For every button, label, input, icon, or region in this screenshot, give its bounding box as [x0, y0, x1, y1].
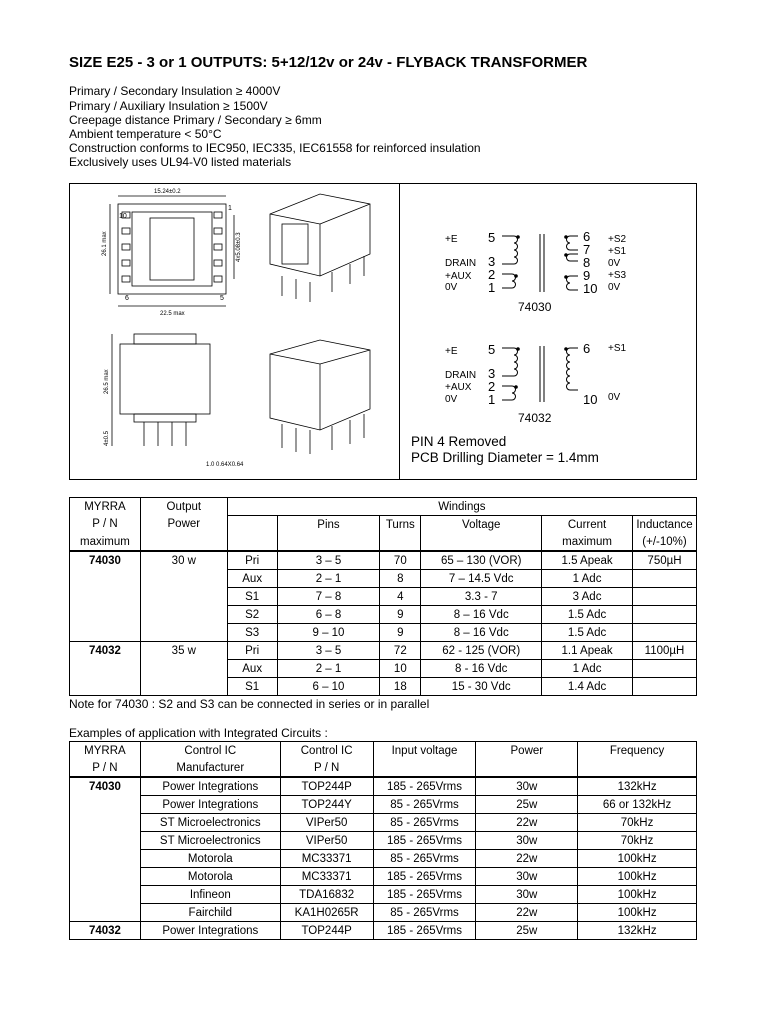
schem-pin: 5	[488, 342, 496, 357]
dim-pitch: 4x5.08±0.3	[236, 232, 242, 262]
table-row	[70, 886, 697, 904]
schem-pin: 10	[583, 281, 598, 296]
control-ic-cell: TOP244P	[280, 777, 373, 796]
power-cell: 22w	[476, 850, 578, 868]
top-view-outline	[118, 204, 226, 294]
dim-height-side: 26.5 max	[104, 369, 110, 394]
turns-cell: 9	[380, 624, 421, 642]
header-cell: Control IC	[280, 742, 373, 760]
voltage-cell: 8 – 16 Vdc	[421, 624, 542, 642]
schem-pin: 9	[583, 268, 591, 283]
table-row	[70, 904, 697, 922]
table-row	[70, 678, 697, 696]
turns-cell: 70	[380, 551, 421, 570]
schem-left-label: +AUX	[445, 382, 472, 393]
frequency-cell: 100kHz	[578, 868, 697, 886]
pins-cell: 7 – 8	[277, 588, 380, 606]
schem-left-label: +E	[445, 346, 458, 357]
current-cell: 1 Adc	[542, 660, 633, 678]
pins-cell: 3 – 5	[277, 642, 380, 660]
winding-aux	[502, 274, 516, 288]
part-number-cell: 74030	[70, 777, 141, 796]
header-cell: Current	[542, 516, 633, 534]
frequency-cell: 100kHz	[578, 886, 697, 904]
part-number-cell	[70, 570, 141, 588]
schem-pin: 6	[583, 341, 591, 356]
schem-pin: 10	[583, 392, 598, 407]
control-ic-cell: MC33371	[280, 850, 373, 868]
control-ic-cell: MC33371	[280, 868, 373, 886]
schem-right-label: +S1	[608, 246, 627, 257]
winding-name-cell: S3	[227, 624, 277, 642]
frequency-cell: 132kHz	[578, 922, 697, 940]
part-number-cell	[70, 624, 141, 642]
power-cell	[140, 570, 227, 588]
power-cell: 30w	[476, 777, 578, 796]
winding-name-cell: Pri	[227, 642, 277, 660]
header-cell: Manufacturer	[140, 759, 280, 777]
control-ic-cell: VIPer50	[280, 832, 373, 850]
inductance-cell	[632, 624, 696, 642]
frequency-cell: 70kHz	[578, 814, 697, 832]
series-note: Note for 74030 : S2 and S3 can be connected in series or in parallel	[69, 697, 430, 711]
current-cell: 1 Adc	[542, 570, 633, 588]
voltage-cell: 8 - 16 Vdc	[421, 660, 542, 678]
control-ic-cell: VIPer50	[280, 814, 373, 832]
winding-name-cell: Aux	[227, 660, 277, 678]
header-cell: Pins	[277, 516, 380, 534]
schem-pin: 5	[488, 230, 496, 245]
header-cell: Inductance	[632, 516, 696, 534]
inductance-cell: 1100µH	[632, 642, 696, 660]
turns-cell: 9	[380, 606, 421, 624]
table-row	[70, 660, 697, 678]
control-ic-cell: TDA16832	[280, 886, 373, 904]
table-row	[70, 777, 697, 796]
pin-removed-note: PIN 4 Removed	[411, 434, 507, 449]
schematic-74032	[445, 346, 476, 405]
input-voltage-cell: 85 - 265Vrms	[373, 796, 476, 814]
voltage-cell: 15 - 30 Vdc	[421, 678, 542, 696]
spec-line: Primary / Secondary Insulation ≥ 4000V	[69, 84, 281, 98]
schem-left-label: DRAIN	[445, 258, 477, 269]
part-number-cell	[70, 606, 141, 624]
inductance-cell: 750µH	[632, 551, 696, 570]
header-cell: Windings	[227, 498, 696, 516]
manufacturer-cell: Fairchild	[140, 904, 280, 922]
page-title: SIZE E25 - 3 or 1 OUTPUTS: 5+12/12v or 24v - FLYBACK TRANSFORMER	[69, 54, 588, 71]
winding-name-cell: S2	[227, 606, 277, 624]
dim-width-top: 15.24±0.2	[154, 189, 181, 195]
winding-primary	[502, 236, 518, 264]
power-cell: 30w	[476, 832, 578, 850]
current-cell: 3 Adc	[542, 588, 633, 606]
header-cell: Control IC	[140, 742, 280, 760]
part-number-cell	[70, 660, 141, 678]
schem-pin: 3	[488, 254, 496, 269]
winding-name-cell: Aux	[227, 570, 277, 588]
top-view-pins	[122, 212, 222, 282]
inductance-cell	[632, 660, 696, 678]
header-cell: Output	[140, 498, 227, 516]
header-cell: MYRRA	[70, 742, 141, 760]
inductance-cell	[632, 606, 696, 624]
table-row	[70, 570, 697, 588]
current-cell: 1.4 Adc	[542, 678, 633, 696]
dim-pin-size: 1.0 0.64X0.64	[206, 462, 244, 468]
pins-cell: 3 – 5	[277, 551, 380, 570]
power-cell	[140, 624, 227, 642]
control-ic-cell: KA1H0265R	[280, 904, 373, 922]
turns-cell: 72	[380, 642, 421, 660]
manufacturer-cell: Power Integrations	[140, 777, 280, 796]
examples-heading: Examples of application with Integrated Circuits :	[69, 726, 328, 740]
pins-cell: 9 – 10	[277, 624, 380, 642]
manufacturer-cell: Power Integrations	[140, 796, 280, 814]
applications-table	[69, 741, 697, 940]
turns-cell: 18	[380, 678, 421, 696]
table-row	[70, 796, 697, 814]
schem-right-label: 0V	[608, 392, 621, 403]
pins-cell: 2 – 1	[277, 660, 380, 678]
pins-cell: 6 – 10	[277, 678, 380, 696]
header-cell: Power	[140, 516, 227, 534]
pins-cell: 2 – 1	[277, 570, 380, 588]
schem-left-label: DRAIN	[445, 370, 477, 381]
schem-pin: 3	[488, 366, 496, 381]
part-number-cell	[70, 904, 141, 922]
part-number-cell	[70, 832, 141, 850]
power-cell	[140, 588, 227, 606]
winding-s2	[567, 236, 579, 250]
winding-name-cell: S1	[227, 678, 277, 696]
header-cell: P / N	[70, 759, 141, 777]
table-row	[70, 814, 697, 832]
part-number-cell: 74032	[70, 922, 141, 940]
manufacturer-cell: Infineon	[140, 886, 280, 904]
part-number-cell: 74030	[70, 551, 141, 570]
input-voltage-cell: 185 - 265Vrms	[373, 868, 476, 886]
header-cell: P / N	[70, 516, 141, 534]
voltage-cell: 62 - 125 (VOR)	[421, 642, 542, 660]
schem-left-label: 0V	[445, 394, 458, 405]
pin-label: 1	[228, 205, 232, 212]
spec-line: Ambient temperature < 50°C	[69, 127, 222, 141]
part-number-cell	[70, 850, 141, 868]
side-view-outline	[120, 344, 210, 414]
power-cell: 22w	[476, 904, 578, 922]
input-voltage-cell: 185 - 265Vrms	[373, 832, 476, 850]
schem-pin: 1	[488, 280, 496, 295]
schem-right-label: +S2	[608, 234, 627, 245]
schem-left-label: +E	[445, 234, 458, 245]
winding-s1	[567, 254, 579, 261]
spec-line: Creepage distance Primary / Secondary ≥ 6mm	[69, 113, 322, 127]
schem-right-label: +S3	[608, 270, 627, 281]
input-voltage-cell: 85 - 265Vrms	[373, 814, 476, 832]
control-ic-cell: TOP244P	[280, 922, 373, 940]
part-number-cell	[70, 886, 141, 904]
pin-label: 5	[220, 295, 224, 302]
frequency-cell: 100kHz	[578, 850, 697, 868]
table-row	[70, 850, 697, 868]
header-cell: Frequency	[578, 742, 697, 760]
input-voltage-cell: 185 - 265Vrms	[373, 886, 476, 904]
schem-pin: 7	[583, 242, 591, 257]
schem-pin: 1	[488, 392, 496, 407]
frequency-cell: 66 or 132kHz	[578, 796, 697, 814]
voltage-cell: 65 – 130 (VOR)	[421, 551, 542, 570]
winding-name-cell: Pri	[227, 551, 277, 570]
spec-line: Exclusively uses UL94-V0 listed materials	[69, 155, 292, 169]
current-cell: 1.1 Apeak	[542, 642, 633, 660]
spec-line: Construction conforms to IEC950, IEC335, IEC61558 for reinforced insulation	[69, 141, 481, 155]
frequency-cell: 132kHz	[578, 777, 697, 796]
header-cell: maximum	[70, 533, 141, 551]
header-cell: (+/-10%)	[632, 533, 696, 551]
manufacturer-cell: ST Microelectronics	[140, 814, 280, 832]
frequency-cell: 70kHz	[578, 832, 697, 850]
inductance-cell	[632, 588, 696, 606]
part-number-cell	[70, 796, 141, 814]
table-row	[70, 551, 697, 570]
table-row	[70, 922, 697, 940]
manufacturer-cell: Power Integrations	[140, 922, 280, 940]
dim-pin-len: 4±0.5	[104, 431, 110, 446]
schem-left-label: +AUX	[445, 271, 472, 282]
table-row	[70, 832, 697, 850]
schem-right-label: 0V	[608, 258, 621, 269]
header-cell: Input voltage	[373, 742, 476, 760]
part-number-cell	[70, 814, 141, 832]
table-row	[70, 606, 697, 624]
winding-name-cell: S1	[227, 588, 277, 606]
voltage-cell: 8 – 16 Vdc	[421, 606, 542, 624]
dim-width-bottom: 22.5 max	[160, 311, 185, 317]
header-cell: Power	[476, 742, 578, 760]
table-row	[70, 642, 697, 660]
frequency-cell: 100kHz	[578, 904, 697, 922]
manufacturer-cell: Motorola	[140, 850, 280, 868]
manufacturer-cell: ST Microelectronics	[140, 832, 280, 850]
header-cell: Voltage	[421, 516, 542, 534]
input-voltage-cell: 185 - 265Vrms	[373, 777, 476, 796]
power-cell	[140, 678, 227, 696]
table-row	[70, 588, 697, 606]
schem-pin: 6	[583, 229, 591, 244]
part-number-cell: 74032	[70, 642, 141, 660]
power-cell	[140, 660, 227, 678]
header-cell: MYRRA	[70, 498, 141, 516]
turns-cell: 10	[380, 660, 421, 678]
windings-table	[69, 497, 697, 696]
power-cell: 25w	[476, 922, 578, 940]
pin-label: 10	[119, 213, 127, 220]
voltage-cell: 7 – 14.5 Vdc	[421, 570, 542, 588]
header-cell: P / N	[280, 759, 373, 777]
drill-diameter-note: PCB Drilling Diameter = 1.4mm	[411, 450, 599, 465]
power-cell: 30w	[476, 868, 578, 886]
part-number-cell	[70, 588, 141, 606]
pin-label: 6	[125, 295, 129, 302]
manufacturer-cell: Motorola	[140, 868, 280, 886]
current-cell: 1.5 Adc	[542, 624, 633, 642]
current-cell: 1.5 Adc	[542, 606, 633, 624]
schem-left-label: 0V	[445, 282, 458, 293]
part-number-cell	[70, 678, 141, 696]
schem-part-number: 74030	[518, 300, 552, 314]
pins-cell: 6 – 8	[277, 606, 380, 624]
schem-pin: 2	[488, 267, 496, 282]
schem-pin: 2	[488, 379, 496, 394]
power-cell: 30w	[476, 886, 578, 904]
schem-right-label: 0V	[608, 282, 621, 293]
power-cell: 25w	[476, 796, 578, 814]
power-cell: 22w	[476, 814, 578, 832]
turns-cell: 4	[380, 588, 421, 606]
power-cell	[140, 606, 227, 624]
control-ic-cell: TOP244Y	[280, 796, 373, 814]
input-voltage-cell: 85 - 265Vrms	[373, 850, 476, 868]
winding-s3	[567, 276, 579, 290]
header-cell: Turns	[380, 516, 421, 534]
spec-line: Primary / Auxiliary Insulation ≥ 1500V	[69, 99, 268, 113]
schem-part-number: 74032	[518, 411, 552, 425]
schem-right-label: +S1	[608, 343, 627, 354]
schematic-74030	[445, 234, 476, 293]
inductance-cell	[632, 570, 696, 588]
mechanical-drawing	[70, 184, 398, 479]
table-row	[70, 624, 697, 642]
dim-height-left: 26.1 max	[102, 231, 108, 256]
schematics	[400, 184, 696, 479]
voltage-cell: 3.3 - 7	[421, 588, 542, 606]
power-cell: 30 w	[140, 551, 227, 570]
power-cell: 35 w	[140, 642, 227, 660]
input-voltage-cell: 185 - 265Vrms	[373, 922, 476, 940]
input-voltage-cell: 85 - 265Vrms	[373, 904, 476, 922]
header-cell: maximum	[542, 533, 633, 551]
turns-cell: 8	[380, 570, 421, 588]
inductance-cell	[632, 678, 696, 696]
schem-pin: 8	[583, 255, 591, 270]
table-row	[70, 868, 697, 886]
part-number-cell	[70, 868, 141, 886]
current-cell: 1.5 Apeak	[542, 551, 633, 570]
